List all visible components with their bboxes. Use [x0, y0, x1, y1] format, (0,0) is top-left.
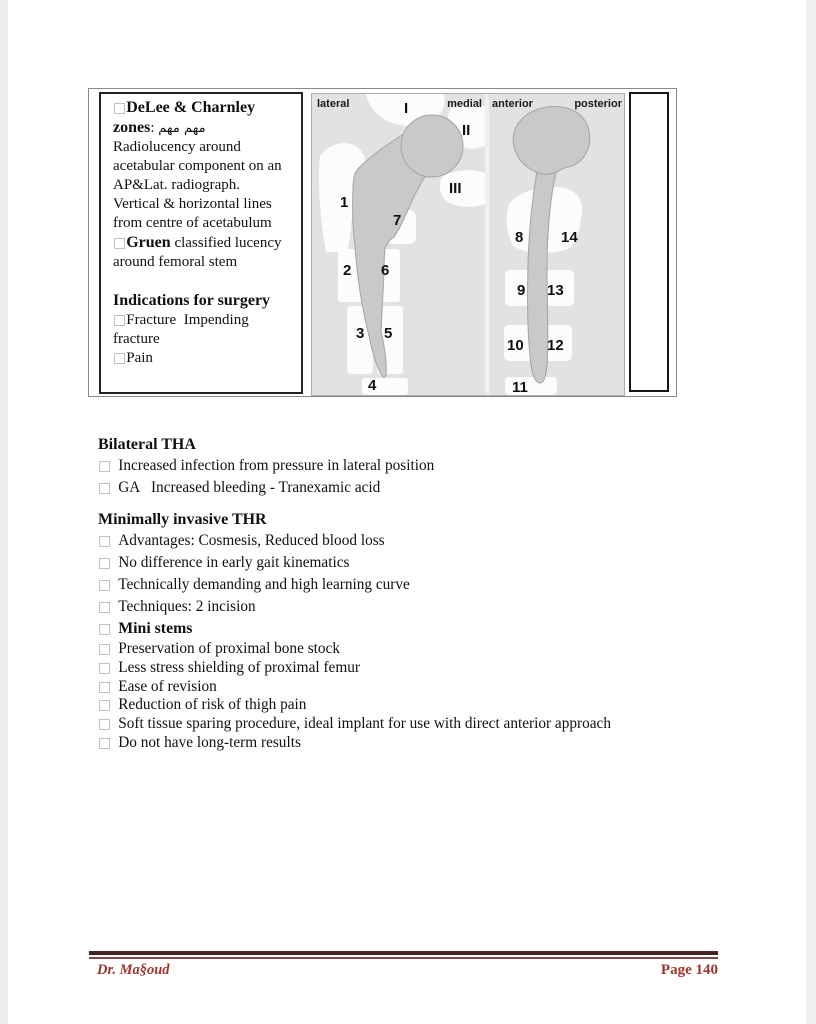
page-body: [98, 434, 758, 753]
footer-rule-thick: [89, 951, 718, 955]
femoral-head-lateral-shape: [513, 107, 590, 175]
checkbox-icon: □: [98, 716, 112, 733]
list-item: □ GA Increased bleeding - Tranexamic acid: [98, 479, 381, 496]
gruen-zone-13-label: 13: [547, 282, 564, 299]
femoral-head-shape: [401, 115, 463, 177]
lateral-view-diagram: [489, 94, 626, 395]
orientation-label-anterior: anterior: [492, 98, 533, 110]
gruen-zone-8-label: 8: [515, 229, 524, 246]
indication-fracture-line: □Fracture Impending: [113, 312, 249, 328]
list-item: □ Do not have long-term results: [98, 733, 301, 751]
scan-right-edge: [806, 0, 816, 1024]
checkbox-icon: □: [98, 678, 112, 695]
ap-view-diagram: [312, 94, 485, 395]
notes-para-line: AP&Lat. radiograph.: [113, 177, 241, 193]
checkbox-icon: □: [113, 350, 127, 366]
checkbox-icon: □: [98, 621, 112, 637]
gruen-word: Gruen: [126, 234, 171, 251]
indication-fracture-line2: fracture: [113, 331, 160, 347]
list-item: □ Reduction of risk of thigh pain: [98, 696, 307, 714]
checkbox-icon: □: [98, 577, 112, 593]
notes-zones-line: [113, 118, 299, 138]
checkbox-icon: □: [98, 659, 112, 676]
notes-title-line: [113, 98, 299, 118]
list-item: □ Ease of revision: [98, 677, 217, 695]
zones-word: zones: [113, 119, 151, 136]
notes-para-line: Vertical & horizontal lines: [113, 196, 272, 212]
gruen-zone-5-label: 5: [384, 325, 393, 342]
list-item: □ Preservation of proximal bone stock: [98, 640, 340, 657]
gruen-zone-14-label: 14: [561, 229, 578, 246]
gruen-zone-9-label: 9: [517, 282, 526, 299]
arabic-important-note: مهم مهم: [158, 121, 206, 136]
gruen-zone-10-label: 10: [507, 337, 524, 354]
figure-empty-cell: [629, 92, 669, 392]
checkbox-icon: □: [98, 734, 112, 751]
orientation-label-posterior: posterior: [574, 98, 622, 110]
footer-author: Dr. Ma§oud: [97, 962, 170, 978]
notes-gruen-line2: around femoral stem: [113, 254, 238, 270]
list-item: □ Technically demanding and high learning curve: [98, 576, 410, 593]
gruen-zone-3-label: 3: [356, 325, 365, 342]
zones-diagram-image: [311, 93, 625, 396]
footer-page-number: Page 140: [660, 962, 718, 978]
figure-notes-cell: [99, 92, 303, 394]
section-title-minimally-invasive-thr: Minimally invasive THR: [98, 511, 267, 528]
gruen-zone-12-label: 12: [547, 337, 564, 354]
list-item: □ Increased infection from pressure in lateral position: [98, 457, 435, 474]
checkbox-icon: □: [113, 235, 127, 251]
orientation-label-lateral: lateral: [317, 98, 350, 110]
acetabular-zone-I-label: I: [404, 100, 409, 117]
zones-separator: :: [150, 120, 159, 136]
section-title-bilateral-tha: Bilateral THA: [98, 436, 196, 453]
list-item: □ No difference in early gait kinematics: [98, 554, 350, 571]
page-footer: [89, 951, 718, 979]
delee-charnley-title: DeLee & Charnley: [126, 99, 256, 116]
acetabular-zone-II-label: II: [462, 122, 471, 139]
section-gap: [98, 499, 758, 509]
checkbox-icon: □: [113, 312, 127, 328]
notes-gruen-line: [113, 233, 299, 253]
checkbox-icon: □: [98, 641, 112, 657]
list-item: □ Advantages: Cosmesis, Reduced blood loss: [98, 532, 385, 549]
footer-rule-thin: [89, 957, 718, 959]
checkbox-icon: □: [98, 458, 112, 474]
scan-left-edge: [0, 0, 8, 1024]
ap-view-drawing: [312, 94, 485, 395]
checkbox-icon: □: [98, 533, 112, 549]
gruen-zone-2-label: 2: [343, 262, 352, 279]
checkbox-icon: □: [98, 599, 112, 615]
acetabular-zone-III-label: III: [449, 180, 462, 197]
zones-figure: [88, 88, 677, 397]
gruen-rest: classified lucency: [170, 235, 282, 251]
gruen-zone-7-label: 7: [393, 212, 402, 229]
notes-para-line: Radiolucency around: [113, 139, 241, 155]
indications-title: Indications for surgery: [113, 292, 271, 309]
notes-para-line: from centre of acetabulum: [113, 215, 272, 231]
orientation-label-medial: medial: [447, 98, 482, 110]
checkbox-icon: □: [98, 480, 112, 496]
radiolucency-zone-III-shape: [440, 170, 485, 206]
checkbox-icon: □: [98, 697, 112, 714]
footer-text-row: [89, 962, 718, 979]
list-item: □ Soft tissue sparing procedure, ideal implant for use with direct anterior approach: [98, 715, 611, 733]
blank-line: [113, 272, 299, 291]
indication-pain-line: □Pain: [113, 350, 153, 366]
list-item: □ Less stress shielding of proximal femur: [98, 658, 360, 676]
gruen-zone-4-label: 4: [368, 377, 377, 394]
gruen-zone-11-label: 11: [512, 379, 528, 396]
gruen-zone-6-label: 6: [381, 262, 390, 279]
gruen-zone-1-label: 1: [340, 194, 349, 211]
list-item-mini-stems: □ Mini stems: [98, 620, 193, 637]
notes-para-line: acetabular component on an: [113, 158, 282, 174]
list-item: □ Techniques: 2 incision: [98, 598, 256, 615]
checkbox-icon: □: [113, 100, 127, 116]
checkbox-icon: □: [98, 555, 112, 571]
